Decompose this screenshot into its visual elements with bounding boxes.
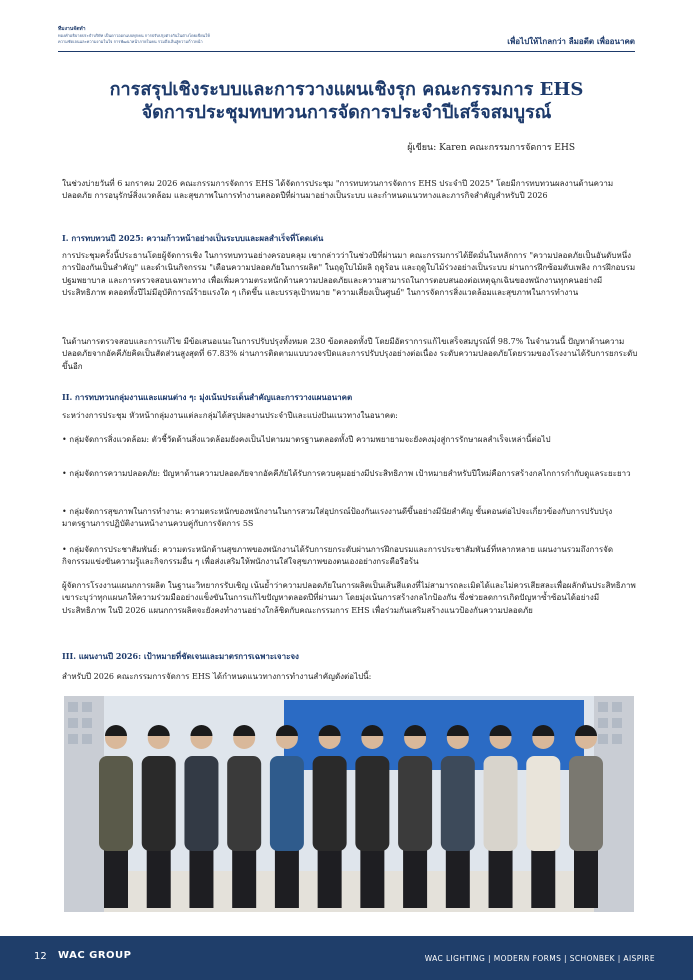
- paragraph: ในด้านการตรวจสอบและการแก้ไข มีข้อเสนอแนะในการปรับปรุงทั้งหมด 230 ข้อตลอดทั้งปี โดยมีอัตราการแก้ไขเสร็จสมบูรณ์ที่ 98.7% ในจำนวนนี้ ปัญหาด้านความปลอดภัยจากอัคคีภัยคิดเป็นสัดส่วนสูงสุดที่ 67.83% ผ่านการติดตามแบบวงจรปิดและการปรับปรุงอย่างต่อเนื่อง ระดับความปลอดภัยโดยรวมของโรงงานได้รับการยกระดับขึ้นอีก: [62, 337, 638, 371]
- header-credits: [58, 26, 258, 45]
- section-heading: III. แผนงานปี 2026: เป้าหมายที่ชัดเจนและมาตรการเฉพาะเจาะจง: [62, 651, 299, 661]
- section-3: [62, 650, 639, 662]
- header-credit-line: ทองคำอธิบายประจำบริษัท เป็นดาวออกแบบทุกคน การปรับปรุงต่างกันในต่างโดยเขียนให้: [58, 33, 210, 38]
- section-1-body-2: [62, 336, 639, 373]
- author-line: [407, 140, 575, 154]
- header-divider: [58, 51, 635, 52]
- section-2-closing: [62, 580, 639, 617]
- page-number: 12: [34, 951, 47, 962]
- bullet-text: • กลุ่มจัดการประชาสัมพันธ์: ความตระหนักด้านสุขภาพของพนักงานได้รับการยกระดับผ่านการฝึกอบรมและการประชาสัมพันธ์ที่หลากหลาย แผนงานรวมถึงการจัดกิจกรรมแข่งขันความรู้และกิจกรรมอื่น ๆ เพื่อส่งเสริมให้พนักงานใส่ใจสุขภาพของตนเองอย่างกระตือรือร้น: [62, 545, 614, 567]
- bullet-item: [62, 506, 639, 531]
- header-credit-title: ทีมงานจัดทำ: [58, 26, 86, 32]
- bullet-item: [62, 468, 639, 480]
- bullet-text: • กลุ่มจัดการความปลอดภัย: ปัญหาด้านความปลอดภัยจากอัคคีภัยได้รับการควบคุมอย่างมีประสิทธิภาพ เป้าหมายสำหรับปีใหม่คือการสร้างกลไกการกำกับดูแลระยะยาว: [62, 469, 631, 478]
- section-2-intro: [62, 410, 639, 422]
- page-footer: [0, 936, 693, 980]
- footer-logo: WAC GROUP: [58, 950, 132, 961]
- paragraph: ผู้จัดการโรงงานแผนกการผลิต ในฐานะวิทยากรรับเชิญ เน้นย้ำว่าความปลอดภัยในการผลิตเป็นเส้นสีแดงที่ไม่สามารถละเมิดได้และไม่ควรเสียสละเพื่อผลักดันประสิทธิภาพ เขาระบุว่าทุกแผนกให้ความร่วมมืออย่างแข็งขันในการแก้ไขปัญหาตลอดปีที่ผ่านมา โดยมุ่งเน้นการสร้างกลไกป้องกัน ซึ่งช่วยลดการเกิดปัญหาซ้ำซ้อนได้อย่างมีประสิทธิภาพ ในปี 2026 แผนกการผลิตจะยังคงทำงานอย่างใกล้ชิดกับคณะกรรมการ EHS เพื่อร่วมกันเสริมสร้างแนวป้องกันความปลอดภัย: [62, 581, 636, 615]
- section-3-intro: [62, 671, 639, 683]
- section-heading: II. การทบทวนกลุ่มงานและแผนต่าง ๆ: มุ่งเน้นประเด็นสำคัญและการวางแผนอนาคต: [62, 392, 353, 402]
- section-1-body: [62, 250, 639, 300]
- intro-paragraph: ในช่วงบ่ายวันที่ 6 มกราคม 2026 คณะกรรมการจัดการ EHS ได้จัดการประชุม "การทบทวนการจัดการ EHS ประจำปี 2025" โดยมีการทบทวนผลงานด้านความปลอดภัย การอนุรักษ์สิ่งแวดล้อม และสุขภาพในการทำงานตลอดปีที่ผ่านมาอย่างเป็นระบบ และกำหนดแนวทางและภารกิจสำคัญสำหรับปี 2026: [62, 179, 614, 201]
- article-title: [58, 78, 635, 124]
- article-intro: [62, 178, 639, 203]
- paragraph: ระหว่างการประชุม หัวหน้ากลุ่มงานแต่ละกลุ่มได้สรุปผลงานประจำปีและแบ่งปันแนวทางในอนาคต:: [62, 411, 398, 420]
- header-tagline: เพื่อไปให้ไกลกว่า ลืมอดีต เพื่ออนาคต: [507, 37, 635, 46]
- bullet-text: • กลุ่มจัดการสุขภาพในการทำงาน: ความตระหนักของพนักงานในการสวมใส่อุปกรณ์ป้องกันแรงงานดีขึ้นอย่างมีนัยสำคัญ ขั้นตอนต่อไปจะเกี่ยวข้องกับการปรับปรุงมาตรฐานการปฏิบัติงานหน้างานควบคู่กับการจัดการ 5S: [62, 507, 613, 529]
- author-label: ผู้เขียน:: [407, 143, 437, 153]
- bullet-item: [62, 434, 639, 446]
- bullet-text: • กลุ่มจัดการสิ่งแวดล้อม: ตัวชี้วัดด้านสิ่งแวดล้อมยังคงเป็นไปตามมาตรฐานตลอดทั้งปี ความพยายามจะยังคงมุ่งสู่การรักษาผลสำเร็จเหล่านี้ต่อไป: [62, 435, 551, 444]
- footer-brands: WAC LIGHTING | MODERN FORMS | SCHONBEK | AISPIRE: [424, 954, 655, 963]
- header-credit-line: ความชัดเจนและความงามในใจ การพัฒนาหน้าภายในคน รวมถึงเส้นสู่ความก้าวหน้า: [58, 39, 203, 44]
- section-1: [62, 232, 639, 244]
- paragraph: สำหรับปี 2026 คณะกรรมการจัดการ EHS ได้กำหนดแนวทางการทำงานสำคัญดังต่อไปนี้:: [62, 672, 372, 681]
- article-title-line: จัดการประชุมทบทวนการจัดการประจำปีเสร็จสมบูรณ์: [141, 102, 552, 123]
- paragraph: การประชุมครั้งนี้ประธานโดยผู้จัดการเชิง ในการทบทวนอย่างครอบคลุม เขากล่าวว่าในช่วงปีที่ผ่านมา คณะกรรมการได้ยึดมั่นในหลักการ "ความปลอดภัยเป็นอันดับหนึ่ง การป้องกันเป็นสำคัญ" และดำเนินกิจกรรม "เดือนความปลอดภัยในการผลิต" ในฤดูใบไม้ผลิ ฤดูร้อน และฤดูใบไม้ร่วงอย่างเป็นระบบ ผ่านการฝึกซ้อมดับเพลิง การฝึกอบรมปฐมพยาบาล และการตรวจสอบเฉพาะทาง เพื่อเพิ่มความตระหนักด้านความปลอดภัยและความสามารถในการตอบสนองต่อเหตุฉุกเฉินของพนักงานทุกคนอย่างมีประสิทธิภาพ ตลอดทั้งปีไม่มีอุบัติการณ์ร้ายแรงใด ๆ เกิดขึ้น และบรรลุเป้าหมาย "ความเสี่ยงเป็นศูนย์" ในการจัดการสิ่งแวดล้อมและสุขภาพในการทำงาน: [62, 251, 636, 298]
- bullet-item: [62, 544, 639, 569]
- section-2: [62, 391, 639, 403]
- group-photo-illustration: [64, 696, 634, 912]
- author-name: Karen คณะกรรมการจัดการ EHS: [439, 143, 575, 153]
- group-photo: [64, 696, 634, 912]
- section-heading: I. การทบทวนปี 2025: ความก้าวหน้าอย่างเป็นระบบและผลสำเร็จที่โดดเด่น: [62, 233, 324, 243]
- article-title-line: การสรุปเชิงระบบและการวางแผนเชิงรุก คณะกรรมการ EHS: [109, 79, 584, 100]
